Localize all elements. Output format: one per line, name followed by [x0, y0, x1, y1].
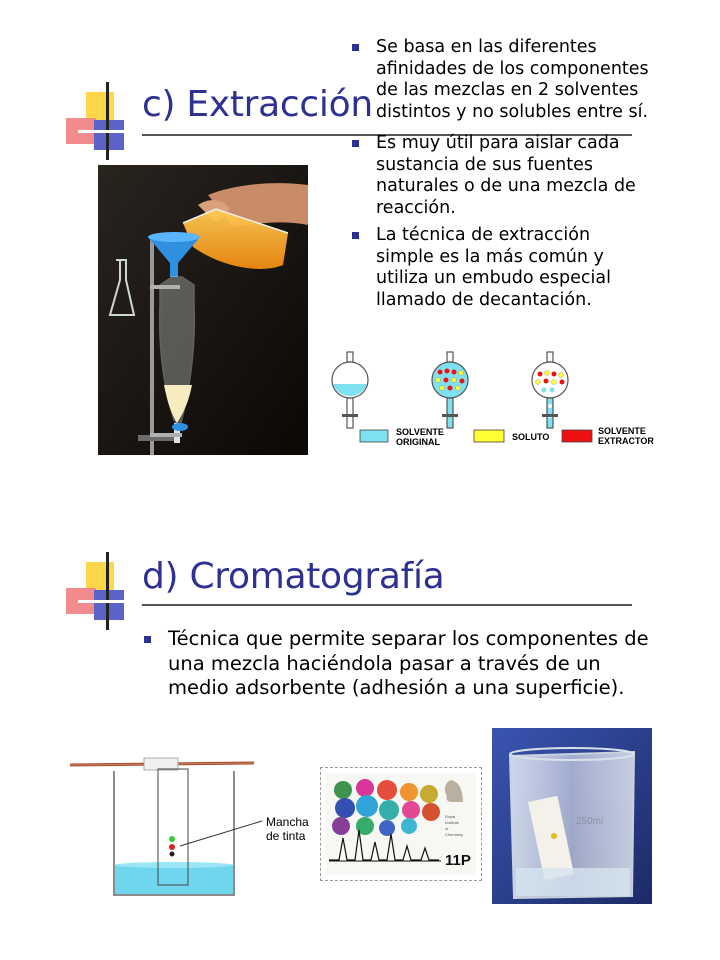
extraction-diagram — [330, 350, 660, 455]
bullet-item — [350, 225, 650, 311]
bullet-item — [142, 627, 652, 701]
bullet-text: La técnica de extracción simple es la más común y utiliza un embudo especial llamado de decantación. — [376, 225, 611, 310]
bullet-item — [350, 133, 650, 219]
section-title-cromatografia: d) Cromatografía — [142, 556, 445, 597]
legend-label-soluto: SOLUTO — [512, 432, 550, 442]
stamp-value: 11P — [445, 852, 471, 869]
beaker-paper-photo — [492, 728, 652, 904]
title-underline-d — [142, 604, 632, 606]
legend-swatch-solvente-extractor — [562, 430, 592, 442]
chromatography-stamp-image — [320, 767, 482, 881]
flask-icon — [532, 352, 568, 428]
legend-swatch-solvente-original — [360, 430, 388, 442]
separatory-funnel-photo — [98, 165, 308, 455]
svg-text:Chemistry: Chemistry — [445, 832, 464, 837]
bullet-text: Se basa en las diferentes afinidades de los componentes de las mezclas en 2 solventes distintos y no solubles entre sí. — [376, 37, 649, 122]
cromatografia-bullets — [142, 627, 652, 701]
decorative-squares-d — [64, 552, 144, 632]
legend-label-solvente-extractor: SOLVENTE EXTRACTOR — [598, 426, 654, 446]
svg-text:Institute: Institute — [445, 820, 460, 825]
extraccion-bullets — [350, 37, 650, 311]
bullet-text: Técnica que permite separar los componentes de una mezcla haciéndola pasar a través de un medio adsorbente (adhesión a una superficie). — [168, 627, 649, 699]
decorative-squares-c — [64, 82, 144, 162]
svg-text:Royal: Royal — [445, 814, 456, 819]
flask-icon — [432, 352, 468, 428]
chromatography-beaker-diagram — [68, 755, 318, 905]
flask-icon — [332, 352, 368, 428]
section-title-extraccion: c) Extracción — [142, 84, 373, 125]
legend-label-solvente-original: SOLVENTE ORIGINAL — [396, 427, 444, 447]
bullet-item — [350, 37, 650, 123]
svg-text:250ml: 250ml — [576, 816, 604, 827]
bullet-text: Es muy útil para aislar cada sustancia de sus fuentes naturales o de una mezcla de reacción. — [376, 133, 636, 218]
svg-text:of: of — [445, 826, 449, 831]
legend-swatch-soluto — [474, 430, 504, 442]
diagram-label-mancha: Mancha de tinta — [266, 815, 309, 843]
